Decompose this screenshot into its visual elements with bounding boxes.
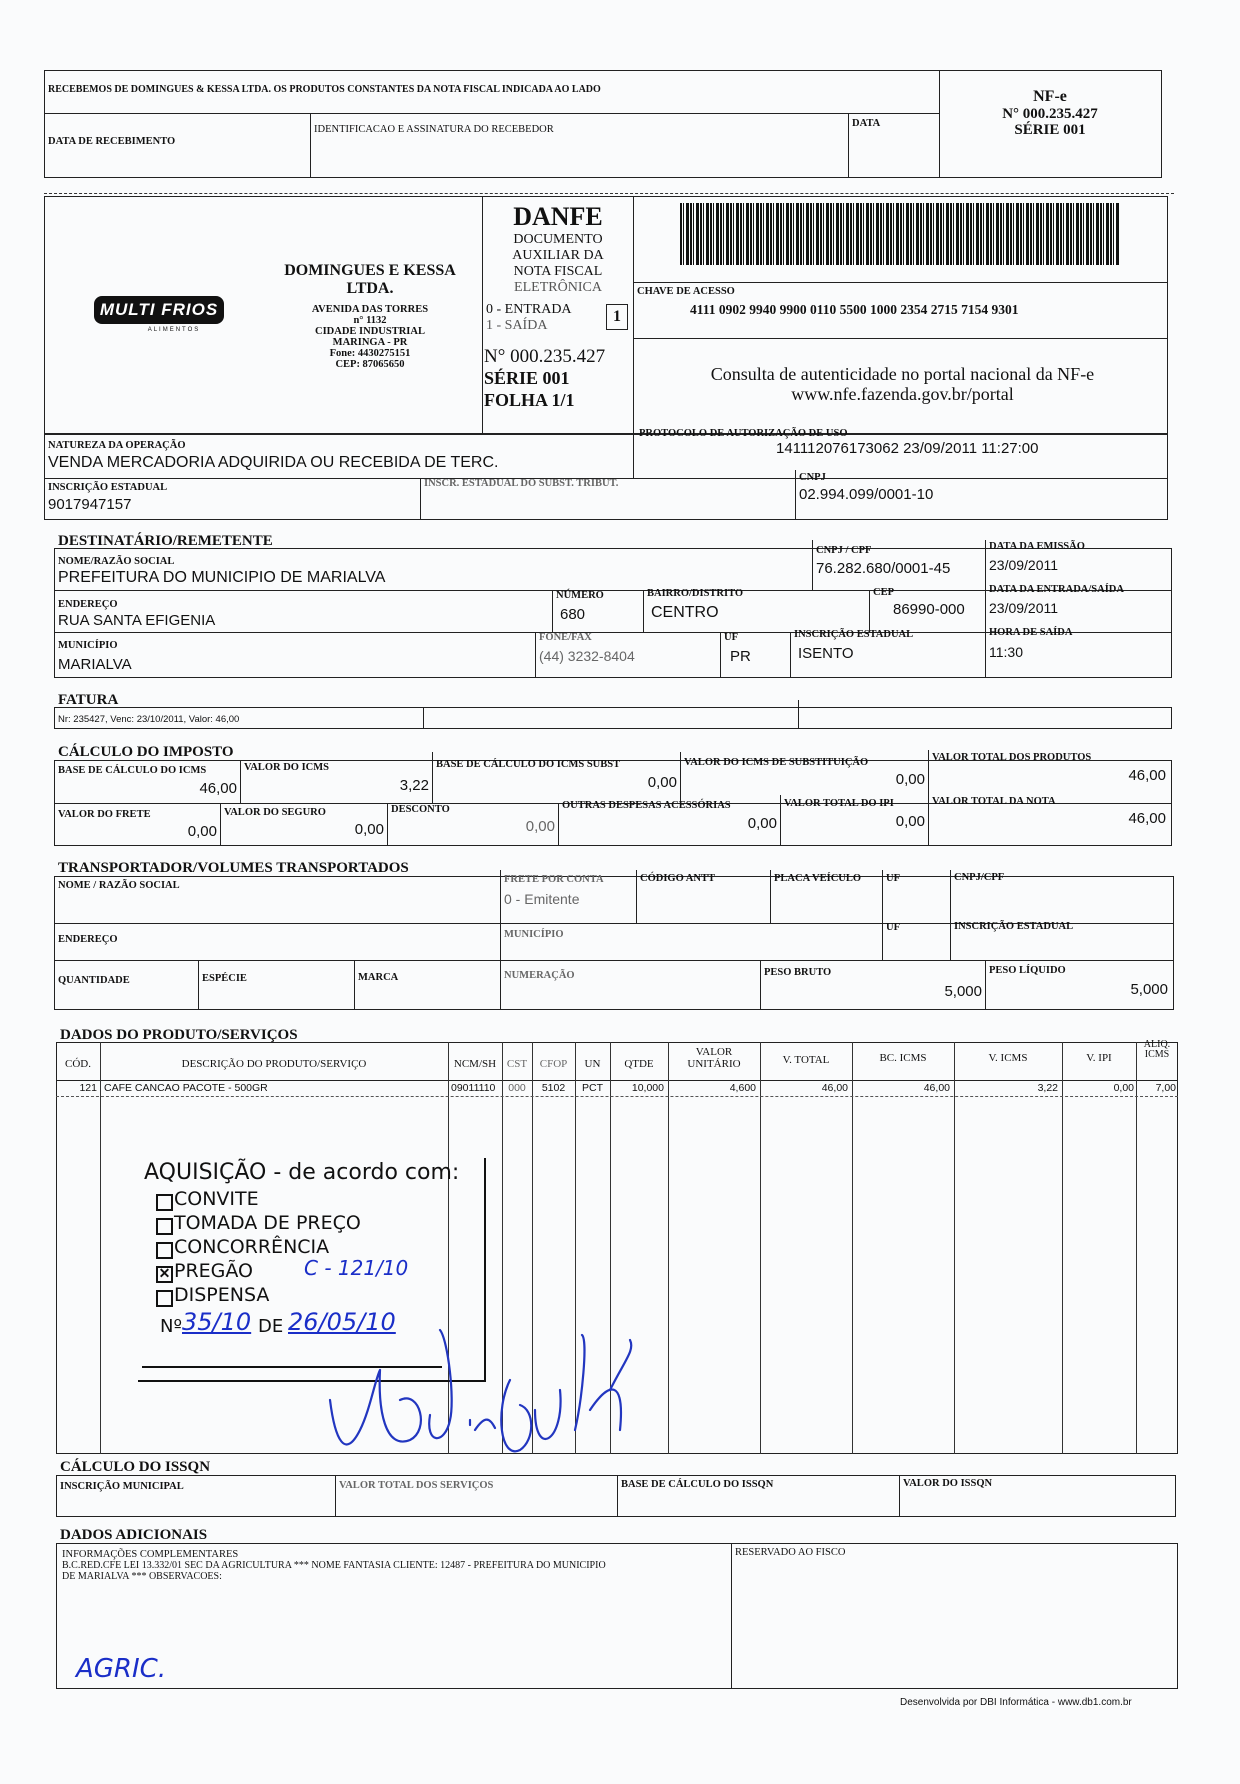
danfe-sub3: NOTA FISCAL — [513, 264, 603, 279]
receipt-nfe: NF-e — [1033, 88, 1067, 105]
divider — [558, 803, 559, 846]
divider — [780, 795, 781, 846]
total-produtos-value: 46,00 — [1128, 767, 1166, 784]
divider — [1062, 1042, 1063, 1454]
danfe-serie: SÉRIE 001 — [484, 368, 570, 388]
valor-st-value: 0,00 — [895, 771, 925, 788]
danfe-sub1: DOCUMENTO — [513, 232, 603, 247]
stamp-numero-prefix: Nº — [160, 1316, 182, 1337]
stamp-checkbox-tomada — [156, 1218, 173, 1235]
divider — [240, 760, 241, 803]
reservado-fisco-label: RESERVADO AO FISCO — [735, 1547, 846, 1558]
footer-credit: Desenvolvida por DBI Informática - www.db1.com.br — [900, 1697, 1132, 1708]
dest-cnpj-value: 76.282.680/0001-45 — [816, 560, 951, 577]
transp-uf2-label: UF — [886, 922, 900, 933]
stamp-opt-tomada: TOMADA DE PREÇO — [174, 1212, 361, 1234]
row-ncm: 09011110 — [451, 1082, 496, 1094]
row-aliq-icms: 7,00 — [1155, 1082, 1176, 1094]
base-icms-value: 46,00 — [199, 780, 237, 797]
dest-emissao-label: DATA DA EMISSÃO — [989, 541, 1085, 552]
protocolo-label: PROTOCOLO DE AUTORIZAÇÃO DE USO — [639, 428, 848, 439]
info-line1: B.C.RED.CFE LEI 13.332/01 SEC DA AGRICULTURA *** NOME FANTASIA CLIENTE: 12487 - PREFEITURA DO MUNICIPIO — [62, 1560, 606, 1571]
stamp-opt-dispensa: DISPENSA — [174, 1284, 270, 1306]
divider — [535, 632, 536, 678]
divider — [882, 870, 883, 960]
transp-peso-liquido-value: 5,000 — [1130, 981, 1168, 998]
divider — [354, 960, 355, 1010]
desconto-value: 0,00 — [525, 818, 555, 835]
emitente-address3: CIDADE INDUSTRIAL — [315, 326, 425, 337]
divider — [552, 590, 553, 632]
divider — [680, 752, 681, 803]
dest-hora-value: 11:30 — [989, 644, 1023, 660]
danfe-saida: 1 - SAÍDA — [486, 318, 548, 333]
divider — [636, 870, 637, 923]
dest-hora-label: HORA DE SAÍDA — [989, 627, 1073, 638]
emitente-address1: AVENIDA DAS TORRES — [311, 304, 429, 315]
emitente-cnpj-value: 02.994.099/0001-10 — [799, 486, 934, 503]
dest-cep-value: 86990-000 — [893, 601, 965, 618]
consulta-line2: www.nfe.fazenda.gov.br/portal — [791, 384, 1014, 404]
dest-municipio-label: MUNICÍPIO — [58, 640, 118, 651]
danfe-folha: FOLHA 1/1 — [484, 390, 575, 410]
natureza-value: VENDA MERCADORIA ADQUIRIDA OU RECEBIDA DE TERC. — [48, 454, 499, 471]
divider — [798, 700, 799, 729]
transp-municipio-label: MUNICÍPIO — [504, 929, 564, 940]
barcode — [680, 203, 1120, 265]
dest-endereco-label: ENDEREÇO — [58, 599, 118, 610]
dest-endereco-value: RUA SANTA EFIGENIA — [58, 612, 216, 629]
ipi-value: 0,00 — [895, 813, 925, 830]
divider — [950, 870, 951, 960]
produtos-section: DADOS DO PRODUTO/SERVIÇOS — [60, 1027, 298, 1043]
emitente-name-line1: DOMINGUES E KESSA — [284, 262, 456, 279]
divider — [760, 1042, 761, 1454]
divider — [56, 1080, 1178, 1081]
divider — [760, 960, 761, 1010]
stamp-checkbox-convite — [156, 1194, 173, 1211]
logo-subtext: ALIMENTOS — [147, 327, 201, 333]
stamp-opt-concorrencia: CONCORRÊNCIA — [174, 1236, 330, 1258]
col-ncm: NCM/SH — [453, 1058, 497, 1070]
col-cst: CST — [506, 1058, 528, 1070]
valor-st-label: VALOR DO ICMS DE SUBSTITUIÇÃO — [684, 757, 869, 768]
divider — [899, 1475, 900, 1517]
receipt-data-recebimento-label: DATA DE RECEBIMENTO — [48, 136, 176, 147]
col-qtde: QTDE — [624, 1058, 654, 1070]
col-v-ipi: V. IPI — [1086, 1052, 1112, 1064]
stamp-checkbox-dispensa — [156, 1290, 173, 1307]
row-qtde: 10,000 — [631, 1082, 664, 1094]
divider — [852, 1042, 853, 1454]
divider — [720, 632, 721, 678]
valor-icms-value: 3,22 — [399, 777, 429, 794]
imposto-section: CÁLCULO DO IMPOSTO — [58, 744, 234, 760]
dest-numero-value: 680 — [560, 606, 586, 623]
divider — [633, 434, 634, 478]
stamp-checkbox-pregao-checked: ✕ — [156, 1266, 173, 1283]
divider — [633, 338, 1168, 339]
dest-ie-value: ISENTO — [798, 645, 854, 662]
destinatario-section: DESTINATÁRIO/REMETENTE — [58, 533, 273, 549]
col-cfop: CFOP — [539, 1058, 568, 1070]
issqn-box — [56, 1475, 1176, 1517]
divider — [668, 1042, 669, 1454]
base-st-value: 0,00 — [647, 774, 677, 791]
divider — [633, 196, 634, 434]
total-produtos-label: VALOR TOTAL DOS PRODUTOS — [932, 752, 1092, 763]
col-aliq-icms: ALIQ. ICMS — [1143, 1039, 1171, 1060]
emitente-fone: Fone: 4430275151 — [329, 348, 411, 359]
danfe-sub2: AUXILIAR DA — [512, 248, 604, 263]
dest-entrada-label: DATA DA ENTRADA/SAÍDA — [989, 584, 1124, 595]
stamp-opt-convite: CONVITE — [174, 1188, 259, 1210]
divider — [617, 1475, 618, 1517]
issqn-im-label: INSCRIÇÃO MUNICIPAL — [60, 1481, 184, 1492]
transp-peso-bruto-value: 5,000 — [944, 983, 982, 1000]
seguro-label: VALOR DO SEGURO — [224, 807, 326, 818]
danfe-tipo-box: 1 — [606, 304, 628, 330]
divider — [482, 196, 483, 434]
col-un: UN — [584, 1058, 601, 1070]
divider — [954, 1042, 955, 1454]
row-v-icms: 3,22 — [1037, 1082, 1058, 1094]
transp-endereco-label: ENDEREÇO — [58, 934, 118, 945]
dest-entrada-value: 23/09/2011 — [989, 600, 1059, 616]
divider — [335, 1475, 336, 1517]
issqn-servicos-label: VALOR TOTAL DOS SERVIÇOS — [339, 1480, 494, 1491]
divider — [795, 470, 796, 520]
dest-uf-value: PR — [730, 648, 751, 665]
outras-value: 0,00 — [747, 815, 777, 832]
natureza-label: NATUREZA DA OPERAÇÃO — [48, 440, 186, 451]
divider — [44, 113, 939, 114]
consulta-line1: Consulta de autenticidade no portal nacional da NF-e — [710, 364, 1095, 384]
divider — [848, 113, 849, 178]
desconto-label: DESCONTO — [391, 804, 450, 815]
divider — [985, 540, 986, 678]
danfe-title: DANFE — [513, 202, 603, 231]
col-cod: CÓD. — [65, 1058, 91, 1070]
row-v-ipi: 0,00 — [1113, 1082, 1134, 1094]
cut-line — [44, 193, 1174, 194]
dest-ie-label: INSCRIÇÃO ESTADUAL — [794, 629, 914, 640]
transp-ie-label: INSCRIÇÃO ESTADUAL — [954, 921, 1074, 932]
divider — [310, 113, 311, 178]
danfe-numero: N° 000.235.427 — [484, 346, 606, 367]
emitente-address4: MARINGA - PR — [332, 337, 408, 348]
total-nota-value: 46,00 — [1128, 810, 1166, 827]
divider — [1136, 1042, 1137, 1454]
dest-cnpj-label: CNPJ / CPF — [816, 545, 872, 556]
col-valor-unitario: VALOR UNITÁRIO — [687, 1046, 741, 1070]
adicionais-section: DADOS ADICIONAIS — [60, 1527, 208, 1543]
divider — [731, 1543, 732, 1689]
dest-nome-label: NOME/RAZÃO SOCIAL — [58, 556, 175, 567]
transp-frete-value: 0 - Emitente — [504, 891, 580, 907]
divider — [198, 960, 199, 1010]
transp-nome-label: NOME / RAZÃO SOCIAL — [58, 880, 180, 891]
issqn-section: CÁLCULO DO ISSQN — [60, 1459, 211, 1475]
row-valor-unitario: 4,600 — [729, 1082, 756, 1094]
stamp-numero-value: 35/10 — [182, 1308, 252, 1336]
row-v-total: 46,00 — [821, 1082, 848, 1094]
divider — [432, 752, 433, 803]
fatura-section: FATURA — [58, 692, 119, 708]
divider — [220, 803, 221, 846]
issqn-base-label: BASE DE CÁLCULO DO ISSQN — [621, 1479, 774, 1490]
transportador-box — [54, 876, 1174, 1010]
issqn-valor-label: VALOR DO ISSQN — [903, 1478, 993, 1489]
row-cst: 000 — [508, 1082, 526, 1094]
stamp-pregao-note: C - 121/10 — [304, 1256, 409, 1280]
receipt-data-label: DATA — [852, 118, 881, 129]
emitente-cnpj-label: CNPJ — [799, 472, 826, 483]
row-un: PCT — [582, 1082, 603, 1094]
dest-bairro-value: CENTRO — [651, 604, 719, 621]
dest-fone-label: FONE/FAX — [539, 632, 592, 643]
transp-antt-label: CÓDIGO ANTT — [640, 873, 715, 884]
outras-label: OUTRAS DESPESAS ACESSÓRIAS — [562, 800, 731, 811]
col-v-total: V. TOTAL — [782, 1054, 830, 1066]
divider — [928, 750, 929, 846]
protocolo-value: 141112076173062 23/09/2011 11:27:00 — [776, 440, 1039, 457]
transportador-section: TRANSPORTADOR/VOLUMES TRANSPORTADOS — [58, 860, 409, 876]
base-st-label: BASE DE CÁLCULO DO ICMS SUBST — [436, 759, 621, 770]
fatura-value: Nr: 235427, Venc: 23/10/2011, Valor: 46,00 — [58, 714, 240, 725]
divider — [985, 960, 986, 1010]
stamp-title: AQUISIÇÃO - de acordo com: — [144, 1160, 460, 1185]
multifrios-logo — [94, 296, 224, 336]
col-bc-icms: BC. ICMS — [879, 1052, 927, 1064]
receipt-identificacao-label: IDENTIFICACAO E ASSINATURA DO RECEBEDOR — [314, 124, 554, 135]
receipt-recebemos: RECEBEMOS DE DOMINGUES & KESSA LTDA. OS PRODUTOS CONSTANTES DA NOTA FISCAL INDICADA AO LADO — [48, 84, 601, 95]
divider — [423, 707, 424, 729]
col-v-icms: V. ICMS — [988, 1052, 1028, 1064]
dest-nome-value: PREFEITURA DO MUNICIPIO DE MARIALVA — [58, 569, 386, 586]
row-bc-icms: 46,00 — [923, 1082, 950, 1094]
divider — [500, 870, 501, 1010]
divider — [770, 870, 771, 923]
danfe-entrada: 0 - ENTRADA — [486, 302, 572, 317]
dest-bairro-label: BAIRRO/DISTRITO — [647, 588, 744, 599]
divider — [790, 632, 791, 678]
handwritten-agric: AGRIC. — [76, 1654, 167, 1684]
dest-numero-label: NÚMERO — [556, 590, 604, 601]
chave-value: 4111 0902 9940 9900 0110 5500 1000 2354 2715 7154 9301 — [690, 302, 1019, 317]
row-cod: 121 — [79, 1082, 97, 1094]
transp-cnpj-label: CNPJ/CPF — [954, 872, 1005, 883]
stamp-data-value: 26/05/10 — [288, 1308, 396, 1336]
dest-emissao-value: 23/09/2011 — [989, 557, 1059, 573]
receipt-numero: N° 000.235.427 — [1002, 106, 1098, 122]
dest-cep-label: CEP — [873, 587, 894, 598]
emitente-cep: CEP: 87065650 — [335, 359, 405, 370]
ie-st-label: INSCR. ESTADUAL DO SUBST. TRIBUT. — [424, 478, 619, 489]
divider — [100, 1042, 101, 1454]
stamp-opt-pregao: PREGÃO — [174, 1260, 254, 1282]
valor-icms-label: VALOR DO ICMS — [244, 762, 329, 773]
stamp-de-label: DE — [258, 1316, 284, 1337]
handwritten-signature — [320, 1320, 650, 1470]
transp-peso-liquido-label: PESO LÍQUIDO — [989, 965, 1066, 976]
divider — [643, 590, 644, 632]
frete-label: VALOR DO FRETE — [58, 809, 151, 820]
transp-especie-label: ESPÉCIE — [202, 973, 247, 984]
info-line2: DE MARIALVA *** OBSERVACOES: — [62, 1571, 222, 1582]
divider — [54, 960, 1174, 961]
danfe-sub4: ELETRÔNICA — [514, 280, 602, 295]
transp-uf-label: UF — [886, 873, 900, 884]
transp-numeracao-label: NUMERAÇÃO — [504, 970, 575, 981]
divider — [420, 478, 421, 520]
total-nota-label: VALOR TOTAL DA NOTA — [932, 796, 1056, 807]
row-descricao: CAFE CANCAO PACOTE - 500GR — [104, 1082, 268, 1094]
ie-label: INSCRIÇÃO ESTADUAL — [48, 482, 168, 493]
divider — [633, 282, 1168, 283]
table-row — [56, 1082, 1178, 1097]
info-label: INFORMAÇÕES COMPLEMENTARES — [62, 1549, 239, 1560]
receipt-serie: SÉRIE 001 — [1014, 122, 1086, 138]
transp-quantidade-label: QUANTIDADE — [58, 975, 130, 986]
col-descricao: DESCRIÇÃO DO PRODUTO/SERVIÇO — [181, 1058, 367, 1070]
dest-fone-value: (44) 3232-8404 — [539, 648, 635, 664]
stamp-checkbox-concorrencia — [156, 1242, 173, 1259]
divider — [939, 70, 940, 178]
frete-value: 0,00 — [187, 823, 217, 840]
transp-peso-bruto-label: PESO BRUTO — [764, 967, 832, 978]
ipi-label: VALOR TOTAL DO IPI — [784, 798, 894, 809]
chave-label: CHAVE DE ACESSO — [637, 286, 735, 297]
logo-text: MULTI FRIOS — [99, 300, 219, 319]
row-cfop: 5102 — [541, 1082, 566, 1094]
transp-marca-label: MARCA — [358, 972, 399, 983]
ie-value: 9017947157 — [48, 496, 132, 513]
emitente-name-line2: LTDA. — [346, 280, 394, 297]
emitente-address2: n° 1132 — [353, 315, 387, 326]
divider — [387, 803, 388, 846]
divider — [869, 590, 870, 632]
dest-uf-label: UF — [724, 632, 738, 643]
base-icms-label: BASE DE CÁLCULO DO ICMS — [58, 765, 207, 776]
dest-municipio-value: MARIALVA — [58, 656, 132, 673]
divider — [812, 540, 813, 590]
seguro-value: 0,00 — [354, 821, 384, 838]
transp-placa-label: PLACA VEÍCULO — [774, 873, 862, 884]
transp-frete-label: FRETE POR CONTA — [504, 874, 604, 885]
